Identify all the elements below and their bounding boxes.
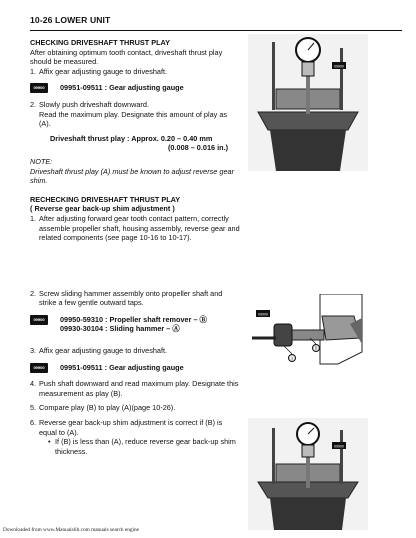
tool-icon: 09900 [30,315,48,325]
step-text: Screw sliding hammer assembly onto propeller shaft and strike a few gentle outward taps. [39,288,223,308]
intro-text: After obtaining optimum tooth contact, driveshaft thrust play should be measured. [30,47,223,67]
step-item [30,346,240,356]
footer [3,527,139,533]
step-number: 2. [30,99,37,109]
step-number: 4. [30,379,37,389]
section-title-rechecking: RECHECKING DRIVESHAFT THRUST PLAY [30,194,181,204]
step-text: Affix gear adjusting gauge to driveshaft. [39,66,168,76]
step-number: 6. [30,418,37,428]
step-number: 2. [30,288,37,298]
step-text: Push shaft downward and read maximum play. Designate this measurement as play (B). [39,379,239,398]
section-subtitle: ( Reverse gear back-up shim adjustment ) [30,204,175,214]
step-number: 1. [30,213,37,223]
spec-block [50,134,240,153]
step-item [30,67,240,77]
step-number: 3. [30,346,37,356]
figure-tool-icon: 09900 [258,312,268,317]
note-label: NOTE: [30,156,53,166]
main-text [30,38,240,456]
spec-line: Driveshaft thrust play : Approx. 0.20 – 0.40 mm [50,133,213,143]
step-text: Reverse gear back-up shim adjustment is correct if (B) is equal to (A). [39,418,223,437]
footer-text: Downloaded from www.Manualslib.com manuals search engine [3,527,140,533]
step-text: Affix gear adjusting gauge to driveshaft. [39,346,168,356]
figure-dial-gauge-bottom [248,418,368,530]
step-number: 1. [30,66,37,76]
note-text: Driveshaft thrust play (A) must be known to adjust reverse gear shim. [30,166,234,186]
tool-line [30,315,240,334]
spec-line: (0.008 – 0.016 in.) [168,143,229,153]
figure-sliding-hammer [250,294,370,374]
tool-icon: 09900 [30,83,48,93]
tool-text: 09950-59310 : Propeller shaft remover – Ⓑ [60,314,207,324]
figure-dial-gauge-top [248,34,368,171]
step-item [30,379,240,398]
tool-icon: 09900 [30,363,48,373]
page-header [30,15,402,29]
figure-tool-icon: 09900 [334,444,344,449]
step-text: Read the maximum play. Designate this amount of play as (A). [39,109,228,129]
label-b: Ⓑ [313,346,319,352]
step-item [30,100,240,129]
bullet-item [39,437,240,456]
figure-tool-icon: 09900 [334,64,344,69]
header-title: 10-26 LOWER UNIT [30,15,111,25]
step-text: Compare play (B) to play (A)(page 10-26). [39,403,176,413]
header-rule [30,30,402,31]
step-item [30,289,240,308]
tool-text: 09930-30104 : Sliding hammer – Ⓐ [60,324,180,334]
bullet-dot: • [48,437,51,447]
label-a: Ⓐ [289,356,295,362]
tool-line [30,363,240,373]
step-text: Slowly push driveshaft downward. [39,99,149,109]
tool-line [30,83,240,93]
step-number: 5. [30,403,37,413]
step-item [30,418,240,456]
step-item [30,403,240,413]
step-item [30,214,240,243]
tool-text: 09951-09511 : Gear adjusting gauge [60,362,184,372]
tool-text: 09951-09511 : Gear adjusting gauge [60,83,184,93]
bullet-text: If (B) is less than (A), reduce reverse gear back-up shim thickness. [55,437,236,456]
step-text: After adjusting forward gear tooth contact pattern, correctly assemble propeller shaft, housing assembly, reverse gear and related components (see page 10-16 to 10-17). [39,213,240,243]
section-title-checking: CHECKING DRIVESHAFT THRUST PLAY [30,38,171,47]
